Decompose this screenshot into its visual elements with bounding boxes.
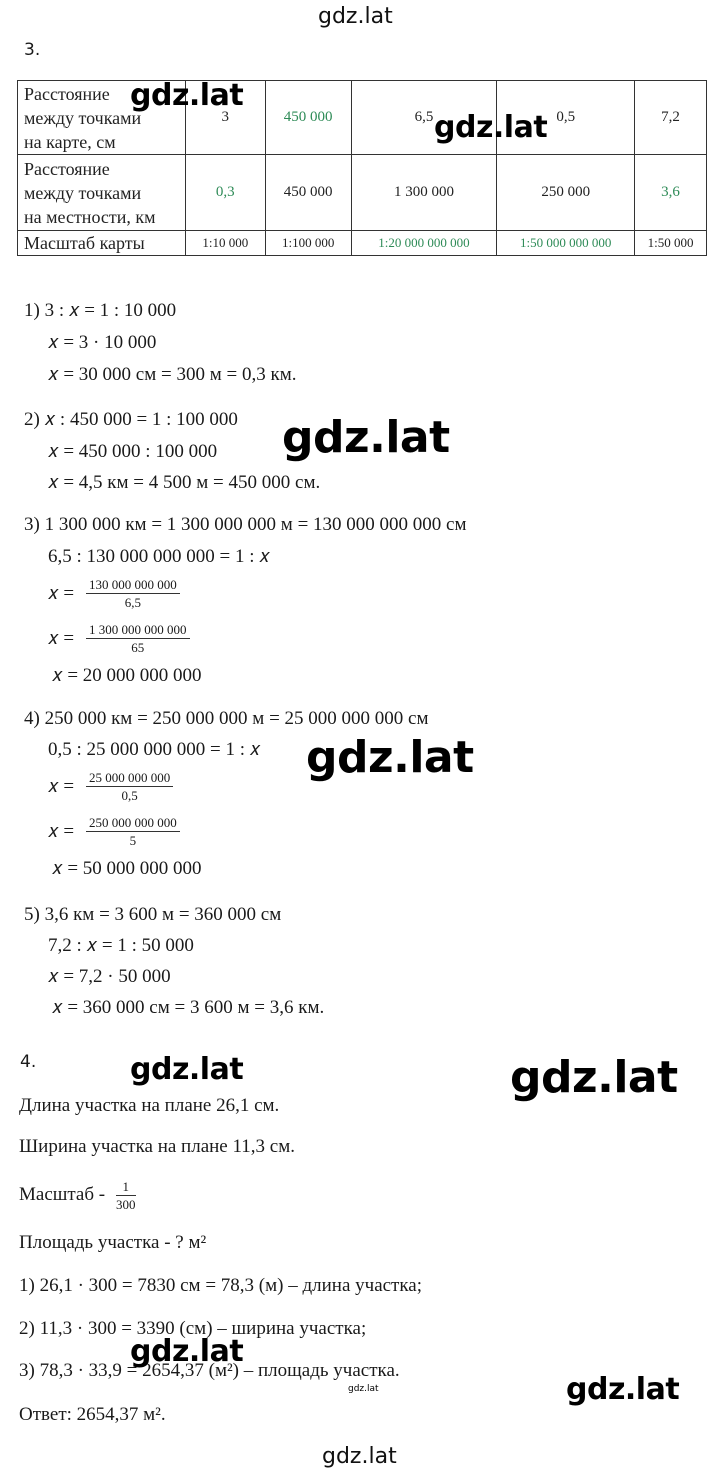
watermark: gdz.lat: [510, 1052, 678, 1103]
table-cell: 1:20 000 000 000: [351, 231, 497, 256]
site-footer: gdz.lat: [322, 1444, 397, 1469]
table-cell: 3,6: [635, 155, 707, 231]
table-cell: 7,2: [635, 81, 707, 155]
task-4-number: 4.: [20, 1052, 37, 1072]
task-4-width: Ширина участка на плане 11,3 см.: [19, 1136, 295, 1157]
table-cell: 450 000: [265, 155, 351, 231]
row-header: Расстояние между точками на местности, км: [18, 155, 186, 231]
fraction-denominator: 0,5: [121, 788, 138, 803]
watermark-small: gdz.lat: [348, 1384, 379, 1394]
solution-3-line-3-prefix: 𝑥 =: [48, 583, 75, 604]
task-4-question: Площадь участка - ? м²: [19, 1232, 207, 1253]
watermark: gdz.lat: [282, 412, 450, 463]
fraction: [86, 576, 180, 612]
fraction-denominator: 5: [129, 833, 137, 848]
table-cell: 3: [185, 81, 265, 155]
task-3-number: 3.: [24, 40, 41, 60]
fraction: [86, 621, 190, 657]
table-cell: 250 000: [497, 155, 635, 231]
table-cell: 0,5: [497, 81, 635, 155]
watermark: gdz.lat: [130, 78, 244, 113]
solution-5-line-1: 5) 3,6 км = 3 600 м = 360 000 см: [24, 904, 282, 925]
solution-3-line-1: 3) 1 300 000 км = 1 300 000 000 м = 130 000 000 000 см: [24, 514, 467, 535]
solution-3-line-5: 𝑥 = 20 000 000 000: [52, 665, 202, 686]
watermark: gdz.lat: [566, 1372, 680, 1407]
task-4-answer: Ответ: 2654,37 м².: [19, 1404, 166, 1425]
task-4-step-2: 2) 11,3 · 300 = 3390 (см) – ширина участка;: [19, 1318, 367, 1339]
solution-5-line-3: 𝑥 = 7,2 · 50 000: [48, 966, 171, 987]
table-row: [18, 81, 707, 155]
solution-1-line-1: 1) 3 : 𝑥 = 1 : 10 000: [24, 300, 177, 321]
fraction-denominator: 300: [116, 1197, 136, 1212]
fraction-denominator: 65: [131, 640, 145, 655]
solution-5-line-4: 𝑥 = 360 000 см = 3 600 м = 3,6 км.: [52, 997, 325, 1018]
table-row: [18, 231, 707, 256]
table-cell: 1:50 000: [635, 231, 707, 256]
fraction: [86, 814, 180, 850]
scale-fraction: [116, 1178, 136, 1214]
solution-3-line-2: 6,5 : 130 000 000 000 = 1 : 𝑥: [48, 546, 270, 567]
task-4-length: Длина участка на плане 26,1 см.: [19, 1095, 280, 1116]
solution-2-line-3: 𝑥 = 4,5 км = 4 500 м = 450 000 см.: [48, 472, 321, 493]
table-cell: 1:100 000: [265, 231, 351, 256]
solution-4-line-4-prefix: 𝑥 =: [48, 821, 75, 842]
table-cell: 0,3: [185, 155, 265, 231]
solution-4-line-5: 𝑥 = 50 000 000 000: [52, 858, 202, 879]
fraction: [86, 769, 173, 805]
watermark: gdz.lat: [130, 1052, 244, 1087]
solution-2-line-2: 𝑥 = 450 000 : 100 000: [48, 441, 218, 462]
site-header: gdz.lat: [318, 4, 393, 29]
solution-4-line-3-prefix: 𝑥 =: [48, 776, 75, 797]
table-cell: 1 300 000: [351, 155, 497, 231]
table-row: [18, 155, 707, 231]
fraction-numerator: 1 300 000 000 000: [86, 621, 190, 639]
table-cell: 450 000: [265, 81, 351, 155]
watermark: gdz.lat: [130, 1334, 244, 1369]
fraction-numerator: 1: [116, 1178, 136, 1196]
solution-1-line-3: 𝑥 = 30 000 см = 300 м = 0,3 км.: [48, 364, 297, 385]
solution-1-line-2: 𝑥 = 3 · 10 000: [48, 332, 157, 353]
table-cell: 1:50 000 000 000: [497, 231, 635, 256]
solution-4-line-1: 4) 250 000 км = 250 000 000 м = 25 000 000 000 см: [24, 708, 429, 729]
task-4-step-3: 3) 78,3 · 33,9 = 2654,37 (м²) – площадь участка.: [19, 1360, 400, 1381]
table-cell: 1:10 000: [185, 231, 265, 256]
fraction-numerator: 250 000 000 000: [86, 814, 180, 832]
solution-3-line-4-prefix: 𝑥 =: [48, 628, 75, 649]
watermark: gdz.lat: [306, 732, 474, 783]
table-cell: 6,5: [351, 81, 497, 155]
fraction-numerator: 130 000 000 000: [86, 576, 180, 594]
watermark: gdz.lat: [434, 110, 548, 145]
solution-2-line-1: 2) 𝑥 : 450 000 = 1 : 100 000: [24, 409, 238, 430]
task-4-scale-label: Масштаб -: [19, 1184, 106, 1205]
task-4-step-1: 1) 26,1 · 300 = 7830 см = 78,3 (м) – длина участка;: [19, 1275, 423, 1296]
row-header: Расстояние между точками на карте, см: [18, 81, 186, 155]
solution-5-line-2: 7,2 : 𝑥 = 1 : 50 000: [48, 935, 194, 956]
fraction-numerator: 25 000 000 000: [86, 769, 173, 787]
solution-4-line-2: 0,5 : 25 000 000 000 = 1 : 𝑥: [48, 739, 261, 760]
row-header: Масштаб карты: [18, 231, 186, 256]
fraction-denominator: 6,5: [124, 595, 141, 610]
scale-table: [17, 80, 707, 256]
